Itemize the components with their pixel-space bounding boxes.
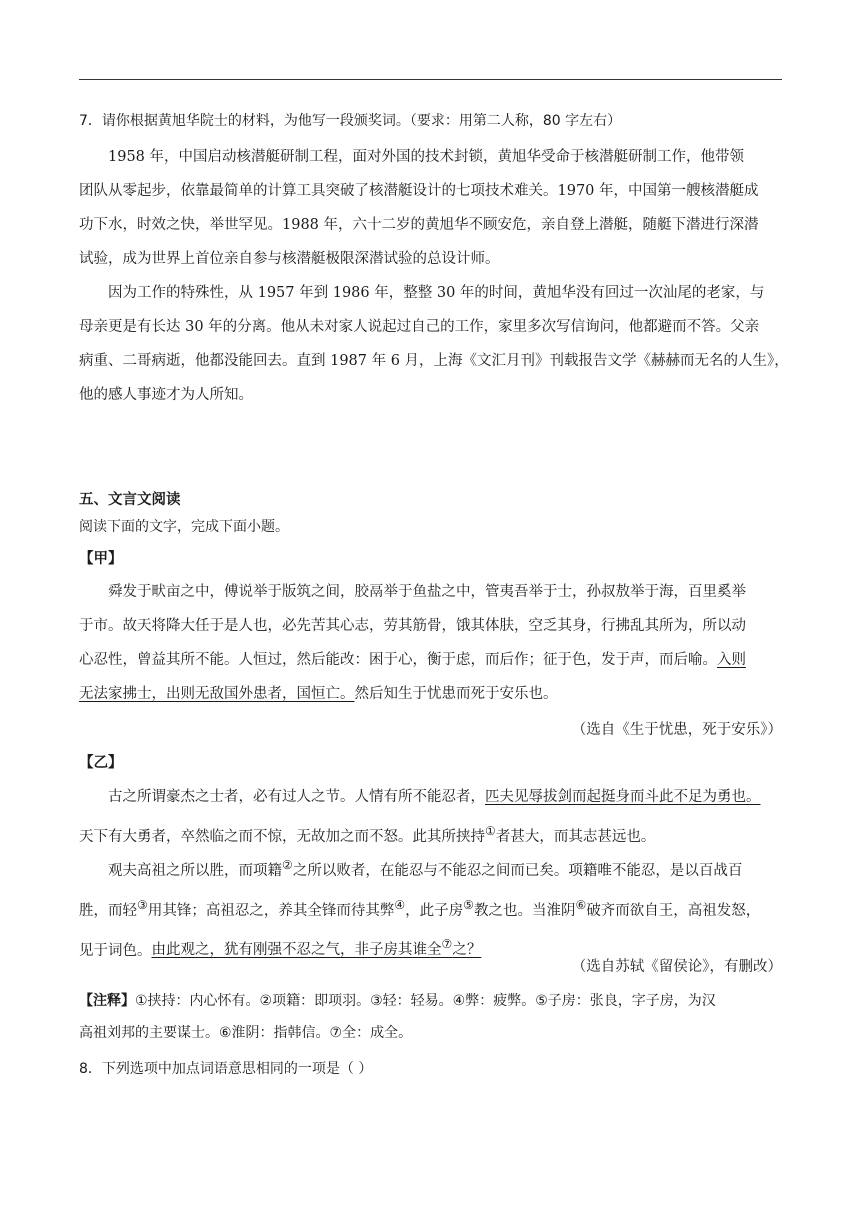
q7-p1-line-4: 试验，成为世界上首位亲自参与核潜艇极限深潜试验的总设计师。 <box>79 251 500 267</box>
q7-p2-line-2: 母亲更是有长达 30 年的分离。他从未对家人说起过自己的工作，家里多次写信询问，他都避而不答。父亲 <box>79 319 760 335</box>
question-7-prompt: 7．请你根据黄旭华院士的材料，为他写一段颁奖词。（要求：用第二人称，80 字左右） <box>79 113 622 129</box>
passage-yi-tag: 【乙】 <box>79 755 123 771</box>
yi-p2-line-2 <box>79 888 782 928</box>
yi-p2-text: 见于词色。 <box>79 942 152 959</box>
passage-yi-paragraph-1 <box>79 780 782 854</box>
annotations-line-1 <box>79 985 782 1017</box>
jia-line-3 <box>79 643 782 677</box>
yi-p1-text-a: 古之所谓豪杰之士者，必有过人之节。人情有所不能忍者， <box>108 789 485 805</box>
section-instruction: 阅读下面的文字，完成下面小题。 <box>79 519 289 535</box>
annotations-line-2: 高祖刘邦的主要谋士。⑥淮阴：指韩信。⑦全：成全。 <box>79 1025 413 1041</box>
note-marker-5: ⑤ <box>463 897 474 912</box>
yi-p2-text: 破齐而欲自王，高祖发怒， <box>586 902 761 919</box>
jia-source: （选自《生于忧患，死于安乐》） <box>571 722 782 738</box>
note-marker-6: ⑥ <box>575 897 587 912</box>
yi-p1-text-c: 者甚大，而其志甚远也。 <box>495 828 656 845</box>
annotations <box>79 985 782 1049</box>
q7-p1-line-1: 1958 年，中国启动核潜艇研制工程，面对外国的技术封锁，黄旭华受命于核潜艇研制工作，他带领 <box>108 149 745 165</box>
yi-p2-text: 观夫高祖之所以胜，而项籍 <box>108 862 282 879</box>
jia-line-2: 于市。故天将降大任于是人也，必先苦其心志，劳其筋骨，饿其体肤，空乏其身，行拂乱其所为，所以动 <box>79 618 746 634</box>
question-8-prompt: 8．下列选项中加点词语意思相同的一项是（ ） <box>79 1061 373 1077</box>
annotations-label: 【注释】 <box>79 993 135 1009</box>
yi-p2-text: 用其锋；高祖忍之，养其全锋而待其弊 <box>147 902 395 919</box>
q7-p2-line-3: 病重、二哥病逝，他都没能回去。直到 1987 年 6 月，上海《文汇月刊》刊载报告文学《赫赫而无名的人生》， <box>79 353 789 369</box>
q7-material-paragraph-2 <box>79 276 789 412</box>
passage-jia-tag: 【甲】 <box>79 551 123 567</box>
yi-p2-text: 之所以败者，在能忍与不能忍之间而已矣。项籍唯不能忍，是以百战百 <box>292 862 743 879</box>
yi-p2-text: 教之也。当淮阴 <box>473 902 576 919</box>
yi-p2-text: 胜，而轻 <box>79 902 137 919</box>
passage-jia <box>79 575 782 711</box>
section-heading: 五、文言文阅读 <box>79 492 181 508</box>
note-marker-1: ① <box>485 824 496 838</box>
yi-underlined-sentence-1: 匹夫见辱拔剑而起挺身而斗此不足为勇也。 <box>485 789 761 805</box>
yi-source: （选自苏轼《留侯论》，有删改） <box>571 959 782 975</box>
q7-p2-line-4: 他的感人事迹才为人所知。 <box>79 387 253 403</box>
yi-p1-line-1 <box>79 780 782 814</box>
yi-p1-text-b: 天下有大勇者，卒然临之而不惊，无故加之而不怒。此其所挟持 <box>79 828 485 845</box>
jia-line-1: 舜发于畎亩之中，傅说举于版筑之间，胶鬲举于鱼盐之中，管夷吾举于士，孙叔敖举于海，百里奚举 <box>108 584 746 600</box>
note-marker-2: ② <box>282 858 293 872</box>
yi-underlined-text: 由此观之，犹有刚强不忍之气，非子房其谁全 <box>151 942 442 959</box>
yi-p2-text: ，此子房 <box>405 902 464 919</box>
note-marker-4: ④ <box>394 897 406 912</box>
jia-line-4-text: 然后知生于忧患而死于安乐也。 <box>354 686 558 702</box>
header-rule <box>79 79 782 80</box>
yi-p2-line-1 <box>79 848 782 888</box>
jia-underlined-sentence-end: 无法家拂士，出则无敌国外患者，国恒亡。 <box>79 686 355 702</box>
jia-line-4 <box>79 677 782 711</box>
jia-underlined-sentence-start: 入则 <box>717 652 746 668</box>
jia-line-3-text: 心忍性，曾益其所不能。人恒过，然后能改：困于心，衡于虑，而后作；征于色，发于声，而后喻。 <box>79 652 717 668</box>
q7-p1-line-3: 功下水，时效之快，举世罕见。1988 年，六十二岁的黄旭华不顾安危，亲自登上潜艇，随艇下潜进行深潜 <box>79 217 759 233</box>
note-marker-7: ⑦ <box>441 937 453 952</box>
q7-p2-line-1: 因为工作的特殊性，从 1957 年到 1986 年，整整 30 年的时间，黄旭华没有回过一次汕尾的老家，与 <box>108 285 765 301</box>
annotations-text-1: ①挟持：内心怀有。②项籍：即项羽。③轻：轻易。④弊：疲弊。⑤子房：张良，字子房，为汉 <box>135 993 716 1009</box>
yi-underlined-end: 之？ <box>452 942 482 959</box>
q7-material-paragraph-1 <box>79 140 782 276</box>
note-marker-3: ③ <box>137 897 148 912</box>
q7-p1-line-2: 团队从零起步，依靠最简单的计算工具突破了核潜艇设计的七项技术难关。1970 年，中国第一艘核潜艇成 <box>79 183 759 199</box>
